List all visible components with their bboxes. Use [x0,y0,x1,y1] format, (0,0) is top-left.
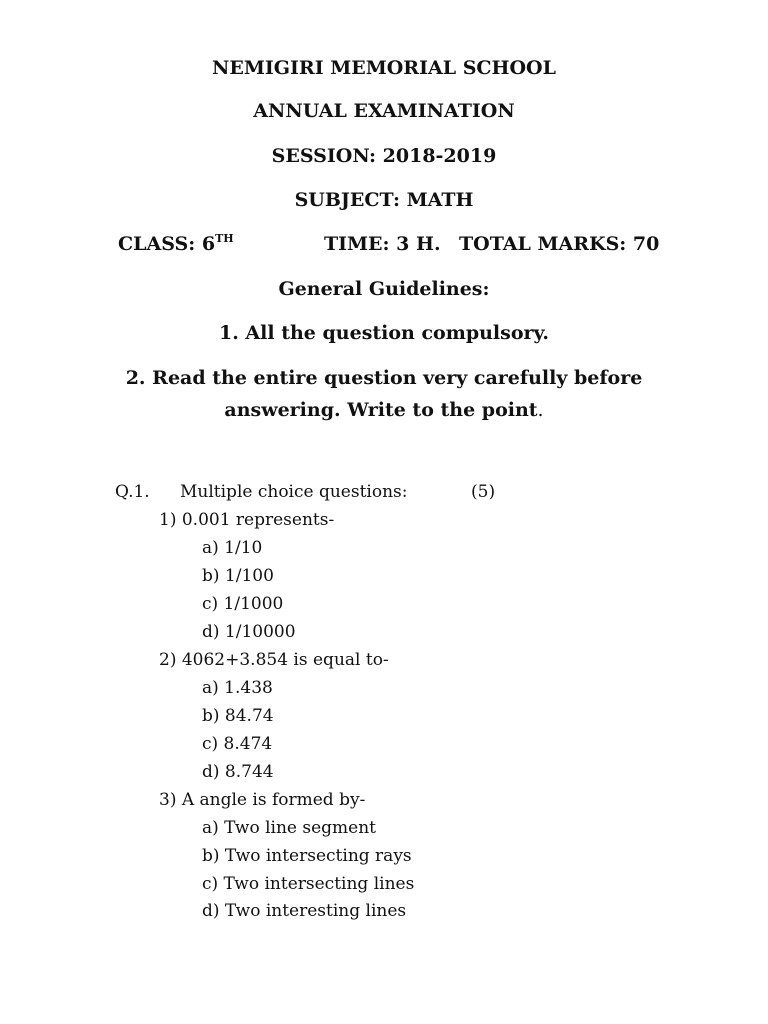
guidelines-title: General Guidelines: [278,278,490,300]
exam-title: ANNUAL EXAMINATION [253,100,515,122]
question-number: Q.1. [115,482,150,502]
total-marks: TOTAL MARKS: 70 [459,233,660,255]
school-name: NEMIGIRI MEMORIAL SCHOOL [212,57,556,79]
session: SESSION: 2018-2019 [271,145,497,167]
guideline-item-continued [0,399,768,421]
sub-question: 3) A angle is formed by- [159,790,366,810]
guideline-item: 2. Read the entire question very carefully before [125,367,643,389]
answer-option: a) 1.438 [202,678,273,698]
answer-option: b) Two intersecting rays [202,846,412,866]
answer-option: c) 1/1000 [202,594,284,614]
question-marks: (5) [471,482,496,502]
answer-option: d) Two interesting lines [202,901,407,921]
answer-option: b) 1/100 [202,566,274,586]
answer-option: c) Two intersecting lines [202,874,415,894]
class-label: CLASS: 6 [118,233,216,255]
class-info [118,233,234,255]
subject: SUBJECT: MATH [294,189,474,211]
sub-question: 1) 0.001 represents- [159,510,335,530]
answer-option: a) Two line segment [202,818,377,838]
guideline-item: 1. All the question compulsory. [218,322,550,344]
sub-question: 2) 4062+3.854 is equal to- [159,650,389,670]
answer-option: b) 84.74 [202,706,274,726]
guideline-text: answering. Write to the point [224,399,538,421]
answer-option: a) 1/10 [202,538,263,558]
answer-option: d) 1/10000 [202,622,296,642]
exam-time: TIME: 3 H. [324,233,441,255]
answer-option: c) 8.474 [202,734,273,754]
class-superscript: TH [215,232,234,245]
answer-option: d) 8.744 [202,762,274,782]
question-title: Multiple choice questions: [180,482,408,502]
guideline-period: . [537,399,544,421]
